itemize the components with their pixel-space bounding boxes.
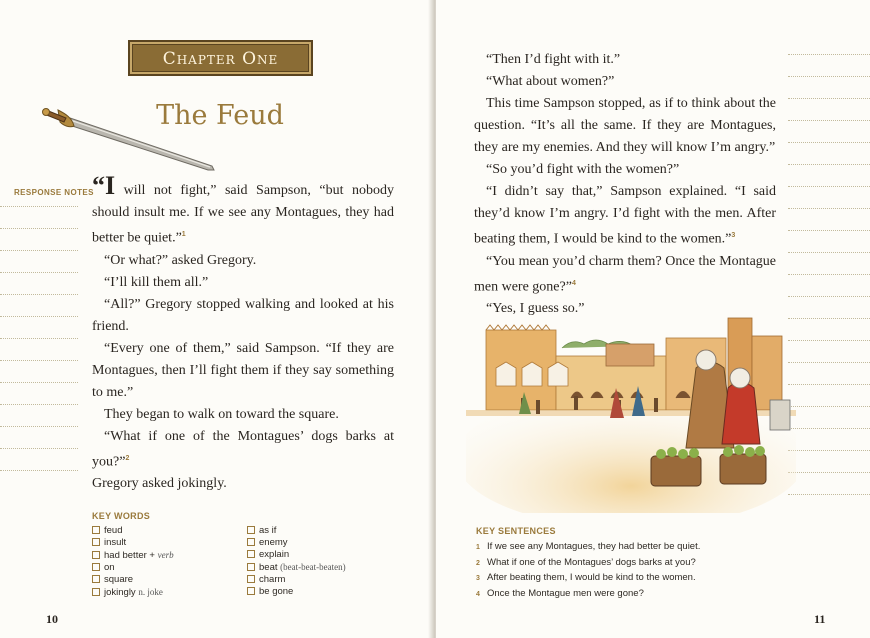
note-line — [788, 208, 870, 209]
footnote-marker: 4 — [571, 279, 576, 287]
footnote-marker: 3 — [731, 232, 736, 239]
checkbox[interactable] — [247, 575, 255, 583]
note-line — [788, 406, 870, 407]
note-line — [0, 470, 78, 471]
key-sentence-item: 4 Once the Montague men were gone? — [476, 587, 644, 599]
footnote-marker: 1 — [181, 231, 186, 238]
note-line — [788, 186, 870, 187]
checkbox[interactable] — [247, 538, 255, 546]
paragraph: They began to walk on toward the square. — [104, 406, 339, 422]
paragraph: “Yes, I guess so.” — [486, 301, 585, 317]
note-line — [788, 318, 870, 319]
page-number-right: 11 — [814, 612, 826, 626]
paragraph: This time Sampson stopped, as if to think about the question. “It’s all the same. If they are Montagues, they are my enemies. And they will know I’m angry.” — [474, 96, 776, 155]
note-line — [0, 206, 78, 207]
market-square-illustration — [466, 308, 796, 513]
checkbox[interactable] — [92, 551, 100, 559]
key-words-title: KEY WORDS — [92, 511, 151, 521]
paragraph: Gregory asked jokingly. — [92, 476, 227, 492]
paragraph: “Then I’d fight with it.” — [486, 52, 621, 67]
key-word-item: jokingly n. joke — [92, 586, 174, 599]
note-line — [788, 384, 870, 385]
note-line — [0, 338, 78, 339]
checkbox[interactable] — [92, 588, 100, 596]
key-word-item: had better + verb — [92, 549, 174, 562]
paragraph-text: “I didn’t say that,” Sampson explained. “I said they’d know I’m angry. I’d fight with the men. After beating them, I would be kind to the women.” — [474, 184, 776, 247]
note-line — [788, 340, 870, 341]
note-line — [0, 382, 78, 383]
key-word-item: square — [92, 574, 174, 586]
paragraph: “I’ll kill them all.” — [104, 274, 209, 290]
note-line — [0, 426, 78, 427]
key-words-column-2 — [247, 525, 346, 598]
story-text-left — [92, 171, 394, 495]
response-notes-label: RESPONSE NOTES — [14, 188, 94, 197]
key-word-item: beat (beat-beat-beaten) — [247, 561, 346, 574]
key-sentence-item: 3 After beating them, I would be kind to the women. — [476, 572, 696, 583]
paragraph — [92, 426, 394, 474]
note-line — [788, 164, 870, 165]
chapter-title: The Feud — [156, 100, 284, 131]
checkbox[interactable] — [247, 550, 255, 558]
checkbox[interactable] — [92, 538, 100, 546]
key-word-item: charm — [247, 574, 346, 586]
note-line — [788, 274, 870, 275]
key-word-item: insult — [92, 537, 174, 549]
key-word-item: explain — [247, 549, 346, 561]
chapter-banner-text: Chapter One — [162, 49, 279, 69]
checkbox[interactable] — [92, 526, 100, 534]
note-line — [788, 120, 870, 121]
note-line — [0, 448, 78, 449]
paragraph: “So you’d fight with the women?” — [486, 162, 680, 177]
key-sentence-item: 1 If we see any Montagues, they had better be quiet. — [476, 541, 701, 552]
left-page — [0, 0, 432, 638]
right-page — [436, 0, 870, 638]
chapter-banner — [128, 40, 313, 76]
checkbox[interactable] — [247, 526, 255, 534]
note-line — [0, 272, 78, 273]
checkbox[interactable] — [247, 563, 255, 571]
note-line — [788, 76, 870, 77]
key-word-item: be gone — [247, 586, 346, 598]
note-line — [788, 142, 870, 143]
checkbox[interactable] — [92, 563, 100, 571]
note-line — [0, 228, 78, 229]
note-line — [788, 296, 870, 297]
paragraph-text: “You mean you’d charm them? Once the Montague men were gone?” — [474, 253, 776, 295]
note-line — [788, 362, 870, 363]
key-word-item: feud — [92, 525, 174, 537]
key-words-column-1 — [92, 525, 174, 599]
checkbox[interactable] — [247, 587, 255, 595]
note-line — [788, 472, 870, 473]
key-sentences-title: KEY SENTENCES — [476, 526, 556, 536]
note-line — [0, 360, 78, 361]
paragraph: “What about women?” — [486, 74, 615, 89]
story-text-right — [474, 49, 776, 320]
checkbox[interactable] — [92, 575, 100, 583]
key-sentence-item: 2 What if one of the Montagues’ dogs barks at you? — [476, 556, 696, 568]
note-line — [788, 230, 870, 231]
drop-cap: “I — [92, 171, 116, 200]
key-word-item: enemy — [247, 537, 346, 549]
note-line — [0, 316, 78, 317]
note-line — [788, 494, 870, 495]
note-line — [788, 450, 870, 451]
paragraph — [474, 181, 776, 251]
note-line — [0, 294, 78, 295]
key-word-item: on — [92, 562, 174, 574]
paragraph — [92, 171, 394, 250]
note-line — [0, 250, 78, 251]
paragraph: “Every one of them,” said Sampson. “If they are Montagues, then I’ll fight them if they say something to me.” — [92, 340, 394, 400]
key-sentences-list — [476, 540, 700, 602]
note-line — [788, 428, 870, 429]
key-word-item: as if — [247, 525, 346, 537]
footnote-marker: 2 — [125, 454, 130, 462]
note-line — [788, 98, 870, 99]
note-line — [788, 54, 870, 55]
paragraph — [474, 251, 776, 299]
paragraph-text: “What if one of the Montagues’ dogs barks at you?” — [92, 428, 394, 470]
note-line — [788, 252, 870, 253]
page-number-left: 10 — [46, 612, 58, 626]
paragraph: “All?” Gregory stopped walking and looked at his friend. — [92, 296, 394, 334]
note-line — [0, 404, 78, 405]
paragraph: “Or what?” asked Gregory. — [104, 252, 257, 268]
paragraph-text: will not fight,” said Sampson, “but nobody should insult me. If we see any Montagues, they had better be quiet.” — [92, 183, 394, 246]
